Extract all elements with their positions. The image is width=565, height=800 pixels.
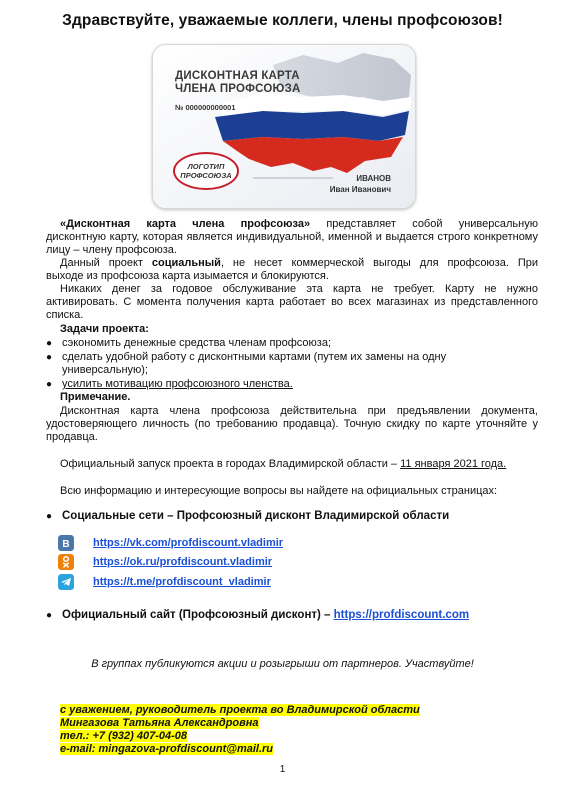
page-number: 1 [279,764,286,775]
vk-link[interactable]: https://vk.com/profdiscount.vladimir [93,537,284,549]
card-holder-surname: ИВАНОВ [356,174,391,183]
intro-lead-rest: представляет собой универсальную [310,218,538,230]
signature-phone: тел.: +7 (932) 407-04-08 [60,730,187,742]
svg-text:B: B [62,539,70,550]
ok-icon [58,554,74,570]
launch-text: Официальный запуск проекта в городах Владимирской области – [60,458,401,470]
project-social-bold: социальный [151,257,221,269]
card-holder-name: Иван Иванович [329,185,391,194]
free-service-line3: списка. [46,309,84,321]
telegram-link[interactable]: https://t.me/profdiscount_vladimir [93,576,271,588]
free-service-line1: Никаких денег за годовое обслуживание эта карта не требует. Карту не нужно [60,283,538,295]
card-logo-line2: ПРОФСОЮЗА [180,171,232,180]
discount-card-image [152,44,416,209]
page-title: Здравствуйте, уважаемые коллеги, члены профсоюзов! [62,12,503,29]
telegram-icon [58,574,74,590]
signature-line2: Мингазова Татьяна Александровна [60,717,259,729]
note-line3: продавца. [46,431,98,443]
note-line2: удостоверяющего личность (по требованию продавца). Точную скидку по карте уточняйте у [46,418,538,430]
note-line1: Дисконтная карта члена профсоюза действительна при предъявлении документа, [60,405,538,417]
card-title-line1: ДИСКОНТНАЯ КАРТА [175,70,300,82]
vk-icon [58,535,74,551]
note-heading: Примечание. [60,391,131,403]
card-logo-line1: ЛОГОТИП [187,162,225,171]
intro-line2: дисконтную карту, которая является индивидуальной, именной и выдается строго конкретному [46,231,538,243]
card-number: № 000000000001 [175,103,236,112]
project-social-line1 [60,257,538,270]
document-page: Здравствуйте, уважаемые коллеги, члены профсоюзов! ДИСКОНТНАЯ КАРТА ЧЛЕНА ПРОФСОЮЗА № 000000000001 ЛОГОТИП ПРОФСОЮЗА ИВАНОВ Иван Иванович «Дисконтная карта члена профсоюза» представляет собой универсальную дисконтную карту, которая является индивидуальной, именной и выдается строго конкретному лицу – члену профсоюза. Данный проект социальный, не несет коммерческой выгоды для профсоюза. При выходе из профсоюза карта изымается и блокируются. Никаких денег за годовое обслуживание эта карта не требует. Карту не нужно активировать. С момента получения карта работает во всех магазинах из представленного списка. Задачи проекта: ● сэкономить денежные средства членам профсоюза; ● сделать удобной работу с дисконтными картами (путем их замены на одну универсальную); ● усилить мотивацию профсоюзного членства. Примечание. Дисконтная карта члена профсоюза действительна при предъявлении документа, удостоверяющего личность (по требованию продавца). Точную скидку по карте уточняйте у продавца. Официальный запуск проекта в городах Владимирской области – 11 января 2021 года. Всю информацию и интересующие вопросы вы найдете на официальных страницах: ● Социальные сети – Профсоюзный дисконт Владимирской области B https://vk.com/profdiscount.vladimir https://ok.ru/profdiscount.vladimir https://t.me/profdiscount_vladimir ● Официальный сайт (Профсоюзный дисконт) – https://profdiscount.com В группах публикуются акции и розыгрыши от партнеров. Участвуйте! с уважением, руководитель проекта во Владимирской области Мингазова Татьяна Александровна тел.: +7 (932) 407-04-08 e-mail: mingazova-profdiscount@mail.ru 1 [0,0,565,800]
card-title-line2: ЧЛЕНА ПРОФСОЮЗА [175,83,301,95]
intro-line1 [60,218,538,231]
official-site-label: Официальный сайт (Профсоюзный дисконт) – [62,609,334,621]
project-social-line2: выходе из профсоюза карта изымается и блокируются. [46,270,329,282]
card-logo-placeholder [173,152,239,190]
official-site-link[interactable]: https://profdiscount.com [333,609,470,621]
launch-date: 11 января 2021 года. [400,458,507,470]
signature-email: e-mail: mingazova-profdiscount@mail.ru [60,743,274,755]
intro-lead-bold: «Дисконтная карта члена профсоюза» [60,218,311,230]
free-service-line2: активировать. С момента получения карта работает во всех магазинах из представленного [46,296,538,308]
intro-line3: лицу – члену профсоюза. [46,244,177,256]
tasks-heading: Задачи проекта: [60,323,149,335]
launch-line [60,458,538,471]
project-social-b: , не несет коммерческой выгоды для профсоюза. При [220,257,538,269]
project-social-a: Данный проект [60,257,152,269]
signature-line1: с уважением, руководитель проекта во Владимирской области [60,704,420,716]
promo-text: В группах публикуются акции и розыгрыши от партнеров. Участвуйте! [91,658,474,670]
ok-link[interactable]: https://ok.ru/profdiscount.vladimir [93,556,273,568]
info-line: Всю информацию и интересующие вопросы вы найдете на официальных страницах: [60,485,498,497]
